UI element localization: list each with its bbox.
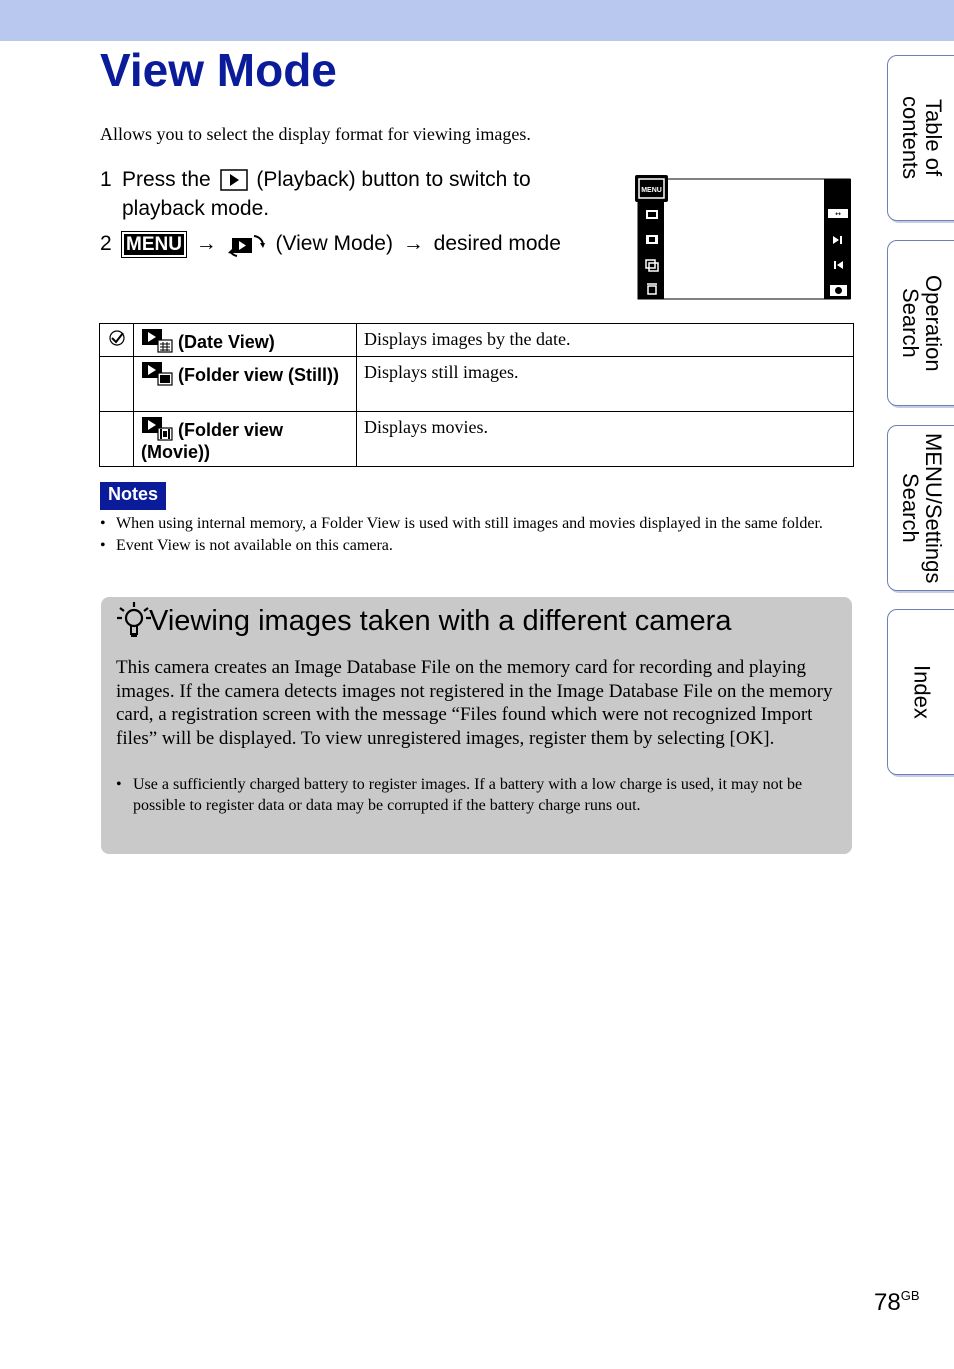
step-2-mid: (View Mode) bbox=[275, 232, 393, 255]
tab-label: Operation Search bbox=[898, 274, 946, 372]
top-banner bbox=[0, 0, 954, 41]
hint-box bbox=[101, 597, 852, 854]
page-title: View Mode bbox=[100, 44, 337, 96]
check-icon bbox=[108, 329, 126, 347]
hint-title: Viewing images taken with a different camera bbox=[149, 605, 732, 637]
tab-operation-search[interactable] bbox=[887, 240, 954, 406]
table-row bbox=[100, 412, 854, 467]
tab-label: Table of contents bbox=[898, 96, 946, 180]
tab-index[interactable] bbox=[887, 609, 954, 775]
step-1-post: (Playback) button to switch to playback mode. bbox=[122, 168, 531, 220]
mode-date-view bbox=[134, 324, 357, 357]
folder-movie-icon bbox=[141, 415, 173, 441]
default-marker-cell bbox=[100, 357, 134, 412]
table-row bbox=[100, 324, 854, 357]
svg-text:MENU: MENU bbox=[641, 187, 662, 194]
list-item: • When using internal memory, a Folder View is used with still images and movies displayed in the same folder. bbox=[100, 513, 860, 534]
page-number bbox=[874, 1289, 920, 1317]
tab-menu-settings-search[interactable] bbox=[887, 425, 954, 591]
page-suffix: GB bbox=[900, 1288, 920, 1303]
arrow-1: → bbox=[195, 232, 217, 255]
view-mode-table bbox=[99, 323, 854, 467]
default-marker-cell bbox=[100, 412, 134, 467]
playback-button-icon bbox=[220, 169, 248, 191]
hint-bullet: • Use a sufficiently charged battery to register images. If a battery with a low charge is used, it may not be possible to register data or data may be corrupted if the battery charge runs out. bbox=[116, 774, 836, 816]
page-number-value: 78 bbox=[874, 1289, 901, 1316]
tab-label: Index bbox=[909, 665, 935, 719]
folder-still-icon bbox=[141, 360, 173, 386]
step-2-text bbox=[122, 229, 592, 258]
mode-description: Displays still images. bbox=[357, 357, 854, 412]
step-2-post: desired mode bbox=[433, 232, 561, 255]
mode-label: (Folder view (Still)) bbox=[178, 365, 340, 385]
step-1-text bbox=[122, 165, 592, 223]
step-1-pre: Press the bbox=[122, 168, 211, 191]
mode-folder-movie bbox=[134, 412, 357, 467]
step-2-number: 2 bbox=[100, 232, 112, 255]
intro-text: Allows you to select the display format for viewing images. bbox=[100, 124, 531, 144]
step-1-number: 1 bbox=[100, 168, 112, 191]
view-mode-icon bbox=[227, 231, 267, 257]
camera-screen-illustration bbox=[634, 174, 852, 300]
menu-button-icon: MENU bbox=[122, 232, 186, 257]
date-view-icon bbox=[141, 327, 173, 353]
mode-label: (Date View) bbox=[178, 332, 275, 352]
mode-folder-still bbox=[134, 357, 357, 412]
table-row bbox=[100, 357, 854, 412]
tab-label: MENU/Settings Search bbox=[898, 432, 946, 584]
mode-description: Displays movies. bbox=[357, 412, 854, 467]
mode-description: Displays images by the date. bbox=[357, 324, 854, 357]
lightbulb-icon bbox=[114, 600, 154, 642]
list-item: • Event View is not available on this camera. bbox=[100, 535, 860, 556]
arrow-2: → bbox=[402, 232, 424, 255]
default-marker-cell bbox=[100, 324, 134, 357]
hint-body: This camera creates an Image Database File on the memory card for recording and playing images. If the camera detects images not registered in the Image Database File on the memory card, a registration screen with the message “Files found which were not recognized Import files” will be displayed. To view unregistered images, register them by selecting [OK]. bbox=[116, 657, 833, 749]
tab-table-of-contents[interactable] bbox=[887, 55, 954, 221]
mode-label: (Folder view (Movie)) bbox=[141, 420, 284, 462]
notes-label: Notes bbox=[100, 482, 166, 510]
notes-list bbox=[100, 513, 860, 557]
svg-text:↔: ↔ bbox=[835, 210, 841, 218]
